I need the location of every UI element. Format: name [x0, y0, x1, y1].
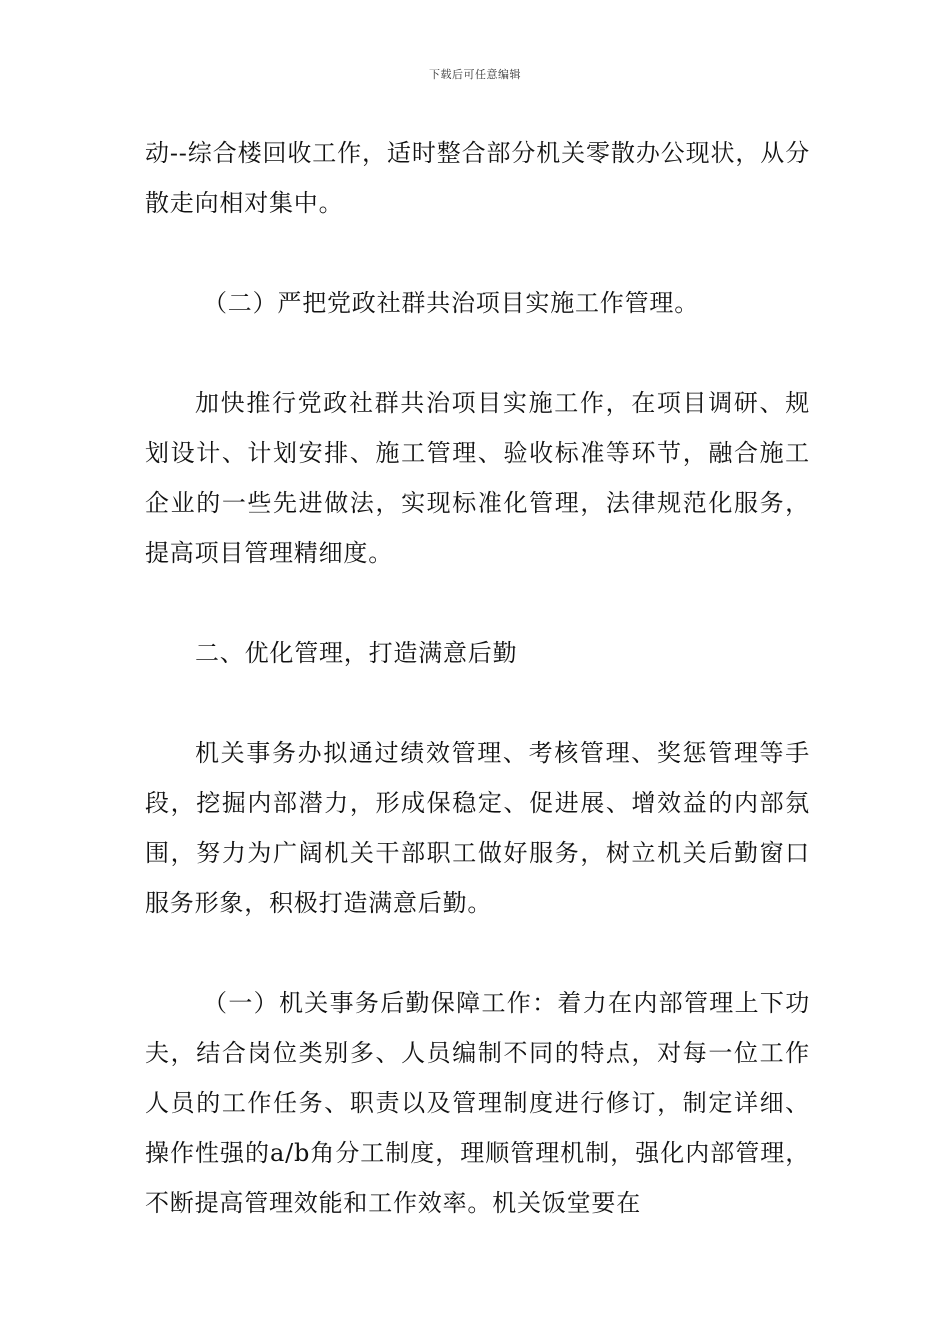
page-header: 下载后可任意编辑 — [429, 68, 521, 81]
section-heading-optimize-management: 二、优化管理，打造满意后勤 — [195, 639, 518, 667]
subsection-heading-2: （二）严把党政社群共治项目实施工作管理。 — [203, 289, 699, 317]
paragraph-logistics-support: （一）机关事务后勤保障工作：着力在内部管理上下功夫，结合岗位类别多、人员编制不同的特点，对每一位工作人员的工作任务、职责以及管理制度进行修订，制定详细、操作性强的a/b角分工制度，理顺管理机制，强化内部管理，不断提高管理效能和工作效率。机关饭堂要在 — [145, 989, 810, 1217]
paragraph-project-implementation: 加快推行党政社群共治项目实施工作，在项目调研、规划设计、计划安排、施工管理、验收标准等环节，融合施工企业的一些先进做法，实现标准化管理，法律规范化服务，提高项目管理精细度。 — [145, 389, 810, 567]
document-body — [145, 128, 810, 1228]
paragraph-continuation: 动--综合楼回收工作，适时整合部分机关零散办公现状，从分散走向相对集中。 — [145, 139, 810, 217]
paragraph-office-affairs: 机关事务办拟通过绩效管理、考核管理、奖惩管理等手段，挖掘内部潜力，形成保稳定、促进展、增效益的内部氛围，努力为广阔机关干部职工做好服务，树立机关后勤窗口服务形象，积极打造满意后勤。 — [145, 739, 810, 917]
